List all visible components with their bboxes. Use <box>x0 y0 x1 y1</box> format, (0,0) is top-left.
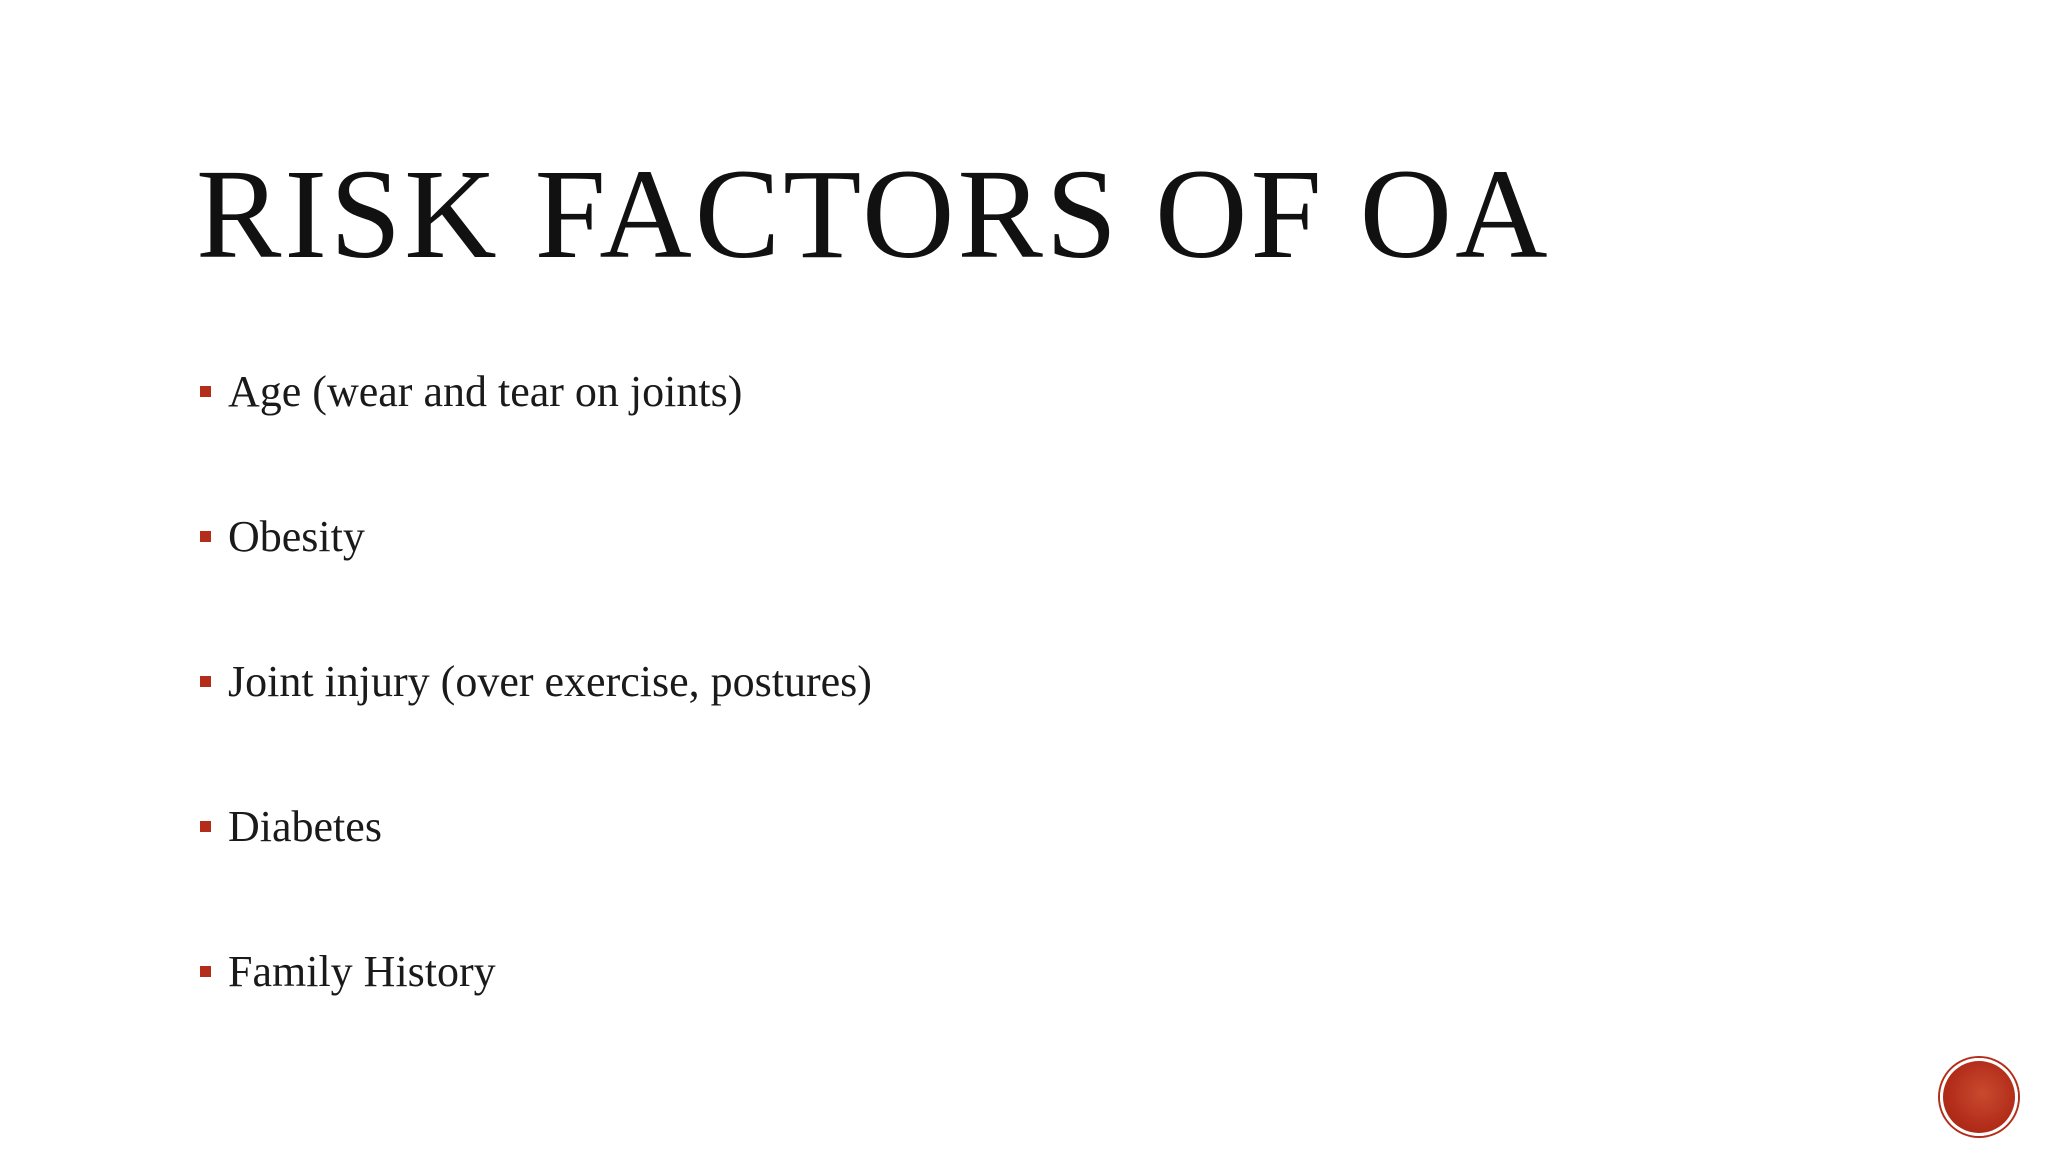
next-slide-button[interactable] <box>1940 1058 2018 1136</box>
square-bullet-icon <box>200 676 211 687</box>
bullet-text: Diabetes <box>228 802 382 851</box>
square-bullet-icon <box>200 821 211 832</box>
bullet-text: Family History <box>228 947 496 996</box>
square-bullet-icon <box>200 966 211 977</box>
bullet-item <box>200 940 872 1085</box>
bullet-item <box>200 360 872 505</box>
square-bullet-icon <box>200 386 211 397</box>
next-slide-button-icon <box>1943 1061 2015 1133</box>
bullet-text: Joint injury (over exercise, postures) <box>228 657 872 706</box>
bullet-list <box>200 360 872 1085</box>
bullet-item <box>200 795 872 940</box>
bullet-item <box>200 650 872 795</box>
square-bullet-icon <box>200 531 211 542</box>
bullet-item <box>200 505 872 650</box>
bullet-text: Age (wear and tear on joints) <box>228 367 743 416</box>
slide-title: RISK FACTORS OF OA <box>196 143 1551 285</box>
bullet-text: Obesity <box>228 512 365 561</box>
